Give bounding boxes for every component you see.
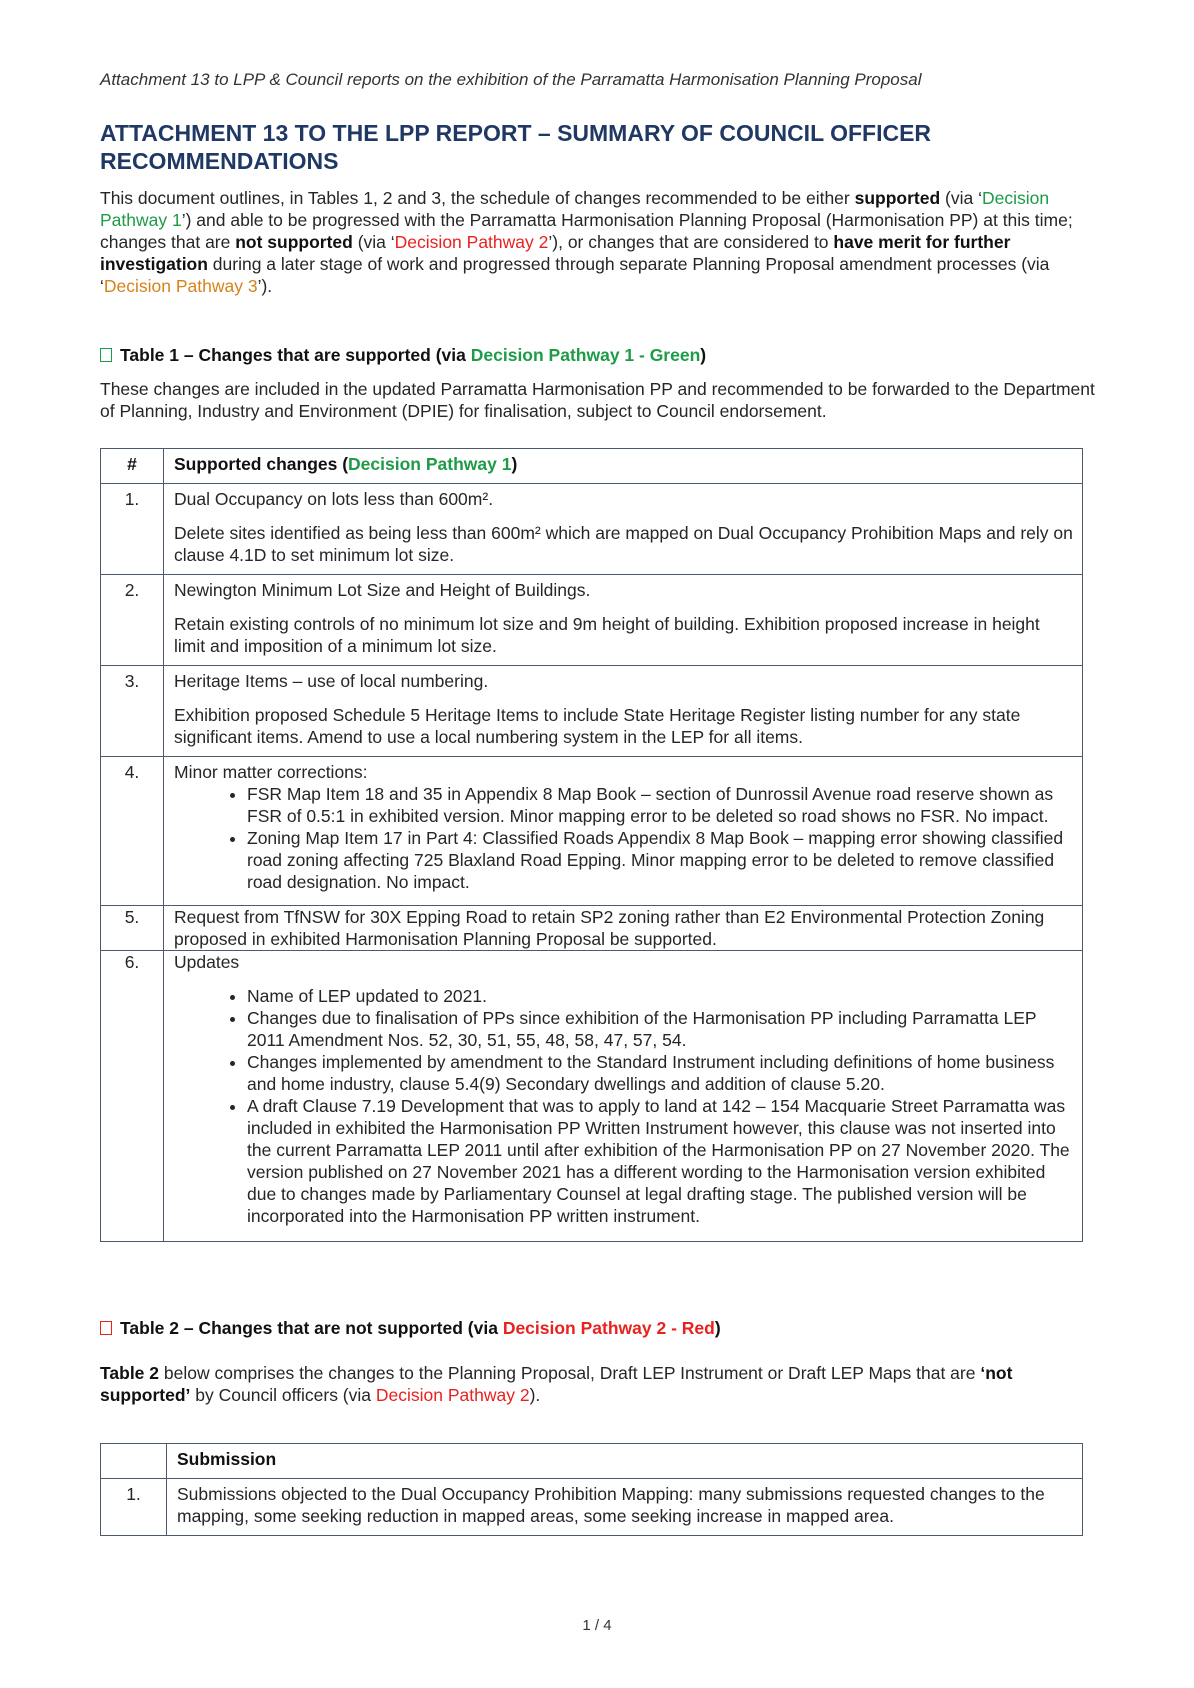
row-content: Minor matter corrections: • FSR Map Item 18 and 35 in Appendix 8 Map Book – section of Dunrossil Avenue road reserve shown as FSR of 0.5:1 in exhibited version. Minor mapping error to be deleted so road shows no FSR. No impact. • Zoning Map Item 17 in Part 4: Classified Roads Appendix 8 Map Book – mapping error showing classified road zoning affecting 725 Blaxland Road Epping. Minor mapping error to be deleted to remove classified road designation. No impact. xyxy=(164,757,1083,906)
bullet-list xyxy=(174,783,1073,893)
page-header: Attachment 13 to LPP & Council reports on the exhibition of the Parramatta Harmonisation Planning Proposal xyxy=(100,70,922,89)
table2-heading: Table 2 – Changes that are not supported (via Decision Pathway 2 - Red) xyxy=(100,1318,721,1339)
row-content: Submissions objected to the Dual Occupancy Prohibition Mapping: many submissions requested changes to the mapping, some seeking reduction in mapped areas, some seeking increase in mapped area. xyxy=(167,1479,1083,1536)
column-header-supported-changes: Supported changes (Decision Pathway 1) xyxy=(164,449,1083,484)
table-row xyxy=(101,906,1083,951)
column-header-submission: Submission xyxy=(167,1444,1083,1479)
row-number: 1. xyxy=(101,484,164,575)
row-number: 5. xyxy=(101,906,164,951)
table-header-row xyxy=(101,1444,1083,1479)
table-row xyxy=(101,757,1083,906)
row-number: 3. xyxy=(101,666,164,757)
row-number: 1. xyxy=(101,1479,167,1536)
table1 xyxy=(100,448,1083,1242)
row-content: Newington Minimum Lot Size and Height of Buildings. Retain existing controls of no minimum lot size and 9m height of building. Exhibition proposed increase in height limit and imposition of a minimum lot size. xyxy=(164,575,1083,666)
list-item: • A draft Clause 7.19 Development that was to apply to land at 142 – 154 Macquarie Street Parramatta was included in exhibited the Harmonisation PP Written Instrument however, this clause was not inserted into the current Parramatta LEP 2011 until after exhibition of the Harmonisation PP on 27 November 2020. The version published on 27 November 2021 has a different wording to the Harmonisation version exhibited due to changes made by Parliamentary Counsel at legal drafting stage. The published version will be incorporated into the Harmonisation PP written instrument. xyxy=(247,1095,1073,1227)
table1-description: These changes are included in the updated Parramatta Harmonisation PP and recommended to be forwarded to the Department of Planning, Industry and Environment (DPIE) for finalisation, subject to Council endorsement. xyxy=(100,379,1095,421)
checkbox-icon xyxy=(100,1321,112,1335)
list-item: • Zoning Map Item 17 in Part 4: Classified Roads Appendix 8 Map Book – mapping error showing classified road zoning affecting 725 Blaxland Road Epping. Minor mapping error to be deleted to remove classified road designation. No impact. xyxy=(247,827,1073,893)
column-header-number xyxy=(101,1444,167,1479)
list-item: • Changes implemented by amendment to the Standard Instrument including definitions of home business and home industry, clause 5.4(9) Secondary dwellings and addition of clause 5.20. xyxy=(247,1051,1073,1095)
intro-paragraph: This document outlines, in Tables 1, 2 and 3, the schedule of changes recommended to be either supported (via ‘Decision Pathway 1’) and able to be progressed with the Parramatta Harmonisation Planning Proposal (Harmonisation PP) at this time; changes that are not supported (via ‘Decision Pathway 2’), or changes that are considered to have merit for further investigation during a later stage of work and progressed through separate Planning Proposal amendment processes (via ‘Decision Pathway 3’). xyxy=(100,188,1073,296)
table2-description: Table 2 below comprises the changes to the Planning Proposal, Draft LEP Instrument or Draft LEP Maps that are ‘not supported’ by Council officers (via Decision Pathway 2). xyxy=(100,1363,1013,1405)
row-content: Dual Occupancy on lots less than 600m². Delete sites identified as being less than 600m² which are mapped on Dual Occupancy Prohibition Maps and rely on clause 4.1D to set minimum lot size. xyxy=(164,484,1083,575)
row-number: 2. xyxy=(101,575,164,666)
row-content: Request from TfNSW for 30X Epping Road to retain SP2 zoning rather than E2 Environmental Protection Zoning proposed in exhibited Harmonisation Planning Proposal be supported. xyxy=(164,906,1083,951)
bullet-list xyxy=(174,985,1073,1227)
list-item: • Name of LEP updated to 2021. xyxy=(247,985,1073,1007)
column-header-number: # xyxy=(101,449,164,484)
document-title: ATTACHMENT 13 TO THE LPP REPORT – SUMMARY OF COUNCIL OFFICER RECOMMENDATIONS xyxy=(100,120,932,174)
table-row xyxy=(101,1479,1083,1536)
table1-heading: Table 1 – Changes that are supported (via Decision Pathway 1 - Green) xyxy=(100,345,706,366)
table-row xyxy=(101,951,1083,1242)
row-number: 6. xyxy=(101,951,164,1242)
row-content: Updates • Name of LEP updated to 2021. • Changes due to finalisation of PPs since exhibition of the Harmonisation PP including Parramatta LEP 2011 Amendment Nos. 52, 30, 51, 55, 48, 58, 47, 57, 54. • Changes implemented by amendment to the Standard Instrument including definitions of home business and home industry, clause 5.4(9) Secondary dwellings and addition of clause 5.20. • A draft Clause 7.19 Development that was to apply to land at 142 – 154 Macquarie Street Parramatta was included in exhibited the Harmonisation PP Written Instrument however, this clause was not inserted into the current Parramatta LEP 2011 until after exhibition of the Harmonisation PP on 27 November 2020. The version published on 27 November 2021 has a different wording to the Harmonisation version exhibited due to changes made by Parliamentary Counsel at legal drafting stage. The published version will be incorporated into the Harmonisation PP written instrument. xyxy=(164,951,1083,1242)
page-number: 1 / 4 xyxy=(582,1617,612,1634)
row-content: Heritage Items – use of local numbering. Exhibition proposed Schedule 5 Heritage Items to include State Heritage Register listing number for any state significant items. Amend to use a local numbering system in the LEP for all items. xyxy=(164,666,1083,757)
checkbox-icon xyxy=(100,348,112,362)
list-item: • FSR Map Item 18 and 35 in Appendix 8 Map Book – section of Dunrossil Avenue road reserve shown as FSR of 0.5:1 in exhibited version. Minor mapping error to be deleted so road shows no FSR. No impact. xyxy=(247,783,1073,827)
table-header-row xyxy=(101,449,1083,484)
table-row xyxy=(101,666,1083,757)
list-item: • Changes due to finalisation of PPs since exhibition of the Harmonisation PP including Parramatta LEP 2011 Amendment Nos. 52, 30, 51, 55, 48, 58, 47, 57, 54. xyxy=(247,1007,1073,1051)
table-row xyxy=(101,575,1083,666)
table2 xyxy=(100,1443,1083,1536)
row-number: 4. xyxy=(101,757,164,906)
table-row xyxy=(101,484,1083,575)
